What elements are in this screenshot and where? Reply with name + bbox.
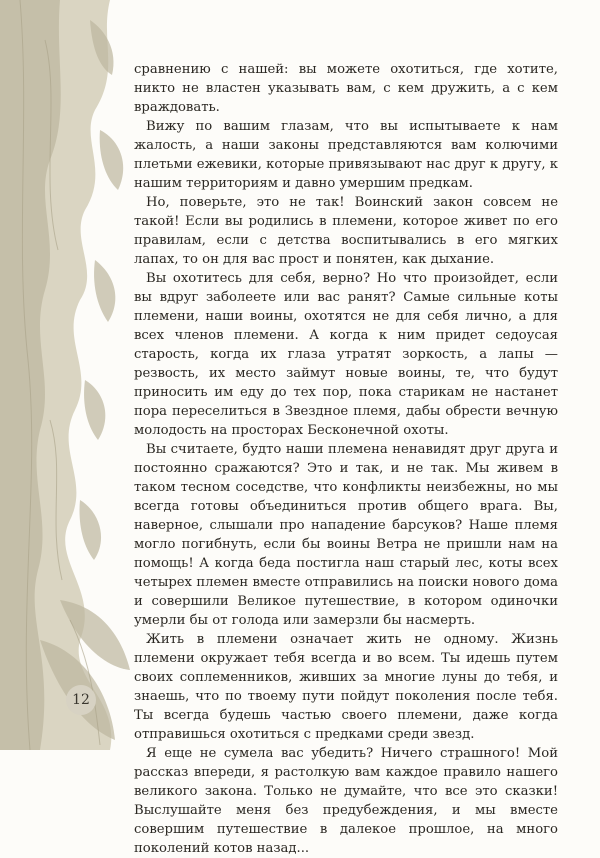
paragraph: Вижу по вашим глазам, что вы испытываете к нам жалость, а наши законы представляются вам колючими плетьми ежевики, которые привязывают нас друг к другу, к нашим территориям и давно умершим предкам.	[134, 119, 558, 191]
paragraph: Я еще не сумела вас убедить? Ничего страшного! Мой рассказ впереди, я растолкую вам каждое правило нашего великого закона. Только не думайте, что все это сказки! Выслушайте меня без предубеждения, и мы вместе совершим путешествие в далекое прошлое, на много поколений котов назад...	[134, 746, 558, 856]
paragraph: Вы охотитесь для себя, верно? Но что произойдет, если вы вдруг заболеете или вас ранят? Самые сильные коты племени, наши воины, охотятся не для себя лично, а для всех членов племени. А когда к ним придет седоусая старость, когда их глаза утратят зоркость, а лапы — резвость, их место займут новые воины, те, что будут приносить им еду до тех пор, пока старикам не настанет пора переселиться в Звездное племя, дабы обрести вечную молодость на просторах Бесконечной охоты.	[134, 271, 558, 438]
text-column	[134, 60, 558, 858]
paragraph: сравнению с нашей: вы можете охотиться, где хотите, никто не властен указывать вам, с кем дружить, а с кем враждовать.	[134, 62, 558, 115]
paragraph: Вы считаете, будто наши племена ненавидят друг друга и постоянно сражаются? Это и так, и не так. Мы живем в таком тесном соседстве, что конфликты неизбежны, но мы всегда готовы объединиться против общего врага. Вы, наверное, слышали про нападение барсуков? Наше племя могло погибнуть, если бы воины Ветра не пришли нам на помощь! А когда беда постигла наш старый лес, коты всех четырех племен вместе отправились на поиски нового дома и совершили Великое путешествие, в котором одиночки умерли бы от голода или замерзли бы насмерть.	[134, 442, 558, 628]
paragraph: Но, поверьте, это не так! Воинский закон совсем не такой! Если вы родились в племени, которое живет по его правилам, если с детства воспитывались в его мягких лапах, то он для вас прост и понятен, как дыхание.	[134, 195, 558, 267]
page-number: 12	[66, 685, 96, 715]
paragraph: Жить в племени означает жить не одному. Жизнь племени окружает тебя всегда и во всем. Ты идешь путем своих соплеменников, живших за многие луны до тебя, и знаешь, что по твоему пути пойдут поколения после тебя. Ты всегда будешь частью своего племени, даже когда отправишься охотиться с предками среди звезд.	[134, 632, 558, 742]
